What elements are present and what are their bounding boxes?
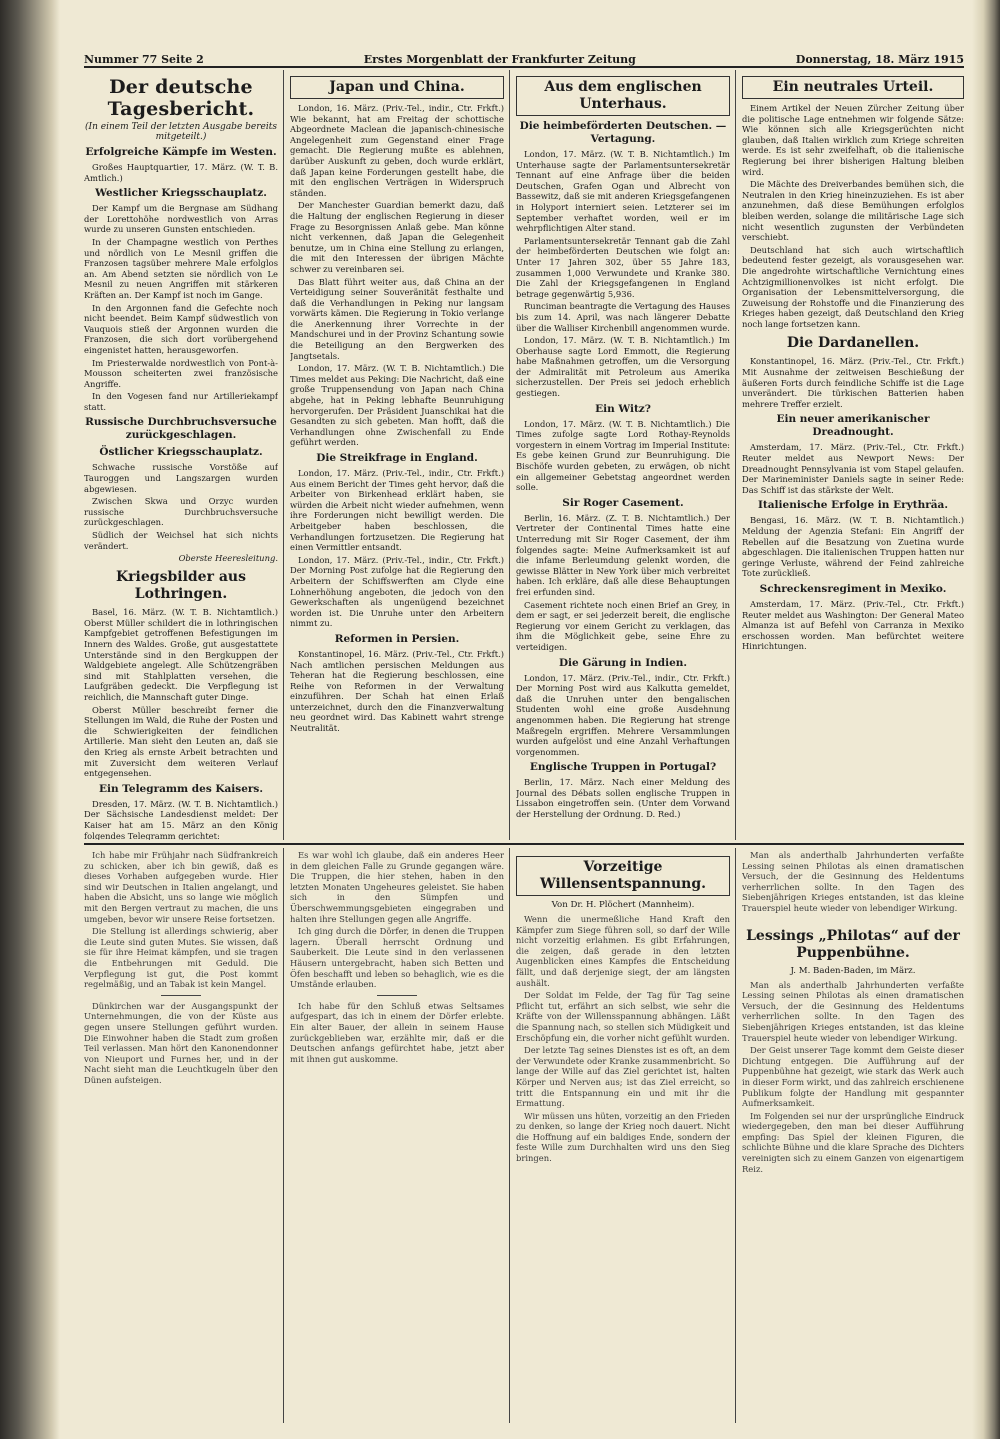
- paragraph: Dresden, 17. März. (W. T. B. Nichtamtlich.) Der Sächsische Landesdienst meldet: Der Kaiser hat am 15. März an den König folgendes Telegramm gerichtet:: [84, 798, 278, 840]
- paragraph: Das Blatt führt weiter aus, daß China an der Verteidigung seiner Souveränität festhalte und daß die Verhandlungen in Peking nur langsam vorwärts kämen. Die Regierung in Tokio verlange die Anerkennung ihrer Vorrechte in der Mandschurei und in der Provinz Schantung sowie die Beteiligung an den Bergwerken des Jangtsetals.: [290, 276, 504, 361]
- column-1: [84, 70, 278, 840]
- subheading: Erfolgreiche Kämpfe im Westen.: [85, 146, 277, 158]
- paragraph: London, 16. März. (Priv.-Tel., indir., Ctr. Frkft.) Wie bekannt, hat am Freitag der schottische Abgeordnete Maclean die japanisch-chinesische Angelegenheit zum Gegenstand einer Frage gemacht. Die Regierung mußte es ablehnen, darüber Auskunft zu geben, doch wurde erklärt, daß Japan keine Forderungen gestellt habe, die mit den englischen Verträgen in Widerspruch ständen.: [290, 103, 504, 198]
- paragraph: Die Mächte des Dreiverbandes bemühen sich, die Neutralen in den Krieg hineinzuziehen. Es ist aber anzunehmen, daß diese Bemühungen erfolglos bleiben werden, solange die militärische Lage sich nicht wesentlich zugunsten der Verbündeten verschiebt.: [742, 179, 964, 243]
- paragraph: Zwischen Skwa und Orzyc wurden russische Durchbruchsversuche zurückgeschlagen.: [84, 496, 278, 528]
- column-rule: [735, 848, 736, 1423]
- header-masthead: Erstes Morgenblatt der Frankfurter Zeitung: [363, 53, 636, 66]
- subheading: Die heimbeförderten Deutschen. — Vertagung.: [519, 120, 727, 145]
- signature: Oberste Heeresleitung.: [178, 553, 278, 564]
- page-edge: [972, 0, 1000, 1439]
- paragraph: London, 17. März. (W. T. B. Nichtamtlich.) Im Unterhause sagte der Parlamentsuntersekretär Tennant auf eine Anfrage über die beiden Deutschen, Grafen Ogan und Albrecht von Bassewitz, daß sie mit anderen Kriegsgefangenen in Holyport interniert seien. Letzterer sei im September verhaftet worden, weil er im wehrpflichtigen Alter stand.: [516, 149, 730, 234]
- article-note: (In einem Teil der letzten Ausgabe bereits mitgeteilt.): [85, 122, 277, 142]
- section-rule: [84, 843, 964, 845]
- paragraph: Basel, 16. März. (W. T. B. Nichtamtlich.) Oberst Müller schildert die in lothringischen Kampfgebiet getroffenen Befestigungen im Innern des Waldes. Große, gut ausgestattete Unterstände sind in den Bergkuppen der Waldgebiete angelegt. Alle Schützengräben sind mit Stahlplatten versehen, die Laufgräben gedeckt. Die Verpflegung ist reichlich, die Mannschaft guter Dinge.: [84, 607, 278, 702]
- paragraph: Amsterdam, 17. März. (Priv.-Tel., Ctr. Frkft.) Reuter meldet aus Newport News: Der Dreadnought Pennsylvania ist vom Stapel gelaufen. Der Marineminister Daniels sagte in seiner Rede: Das Schiff ist das stärkste der Welt.: [742, 442, 964, 495]
- subheading: Englische Truppen in Portugal?: [529, 761, 717, 774]
- paragraph: Im Folgenden sei nur der ursprüngliche Eindruck wiedergegeben, den man bei dieser Aufführung empfing: Das Spiel der kleinen Figuren, die schlichte Bühne und die klare Sprache des Dichters vereinigten sich zu einem Ganzen von eigenartigem Reiz.: [742, 1110, 964, 1174]
- subheading: Östlicher Kriegsschauplatz.: [99, 446, 263, 459]
- dateline: Großes Hauptquartier, 17. März. (W. T. B. Amtlich.): [84, 162, 278, 183]
- paragraph: Südlich der Weichsel hat sich nichts verändert.: [84, 530, 278, 551]
- paragraph: Einem Artikel der Neuen Zürcher Zeitung über die politische Lage entnehmen wir folgende Sätze: Wie können sich alle Kriegsgerüchten nicht glauben, daß Italien wirklich zum Kriege schreiten werde. Es ist sehr zweifelhaft, ob die italienische Regierung bei ihrer bisherigen Haltung bleiben wird.: [742, 103, 964, 177]
- paragraph: Man als anderthalb Jahrhunderten verfaßte Lessing seinen Philotas als einen dramatischen Versuch, der die Gesinnung des Heldentums verherrlichen sollte. In den Tagen des Siebenjährigen Krieges entstanden, ist das kleine Trauerspiel heute wieder von lebendiger Wirkung.: [742, 850, 964, 913]
- paragraph: In den Argonnen fand die Gefechte noch nicht beendet. Beim Kampf südwestlich von Vauquois stieß der Argonnen wurden die Franzosen, die sich dort vorübergehend eingenistet hatten, herausgeworfen.: [84, 302, 278, 355]
- subheading: Ein Witz?: [595, 402, 651, 415]
- article-title: Lessings „Philotas“ auf der Puppenbühne.: [746, 927, 960, 961]
- article-title: Ein neutrales Urteil.: [742, 76, 964, 99]
- column-rule: [283, 848, 284, 1423]
- paragraph: Ich habe mir Frühjahr nach Südfrankreich zu schicken, aber ich bin gewiß, daß es dieses Vorhaben aufgegeben wurde. Hier sind wir Deutschen in Italien angelangt, und haben die Absicht, uns so lange wie möglich mit den Bergen vertraut zu machen, die uns umgeben, bevor wir unsere Reise fortsetzen.: [84, 850, 278, 924]
- book-binding: [0, 0, 60, 1439]
- article-title: Aus dem englischen Unterhaus.: [516, 76, 730, 116]
- paragraph: Dünkirchen war der Ausgangspunkt der Unternehmungen, die von der Küste aus gegen unsere Stellungen geführt wurden. Die Einwohner haben die Stadt zum großen Teil verlassen. Man hört den Kanonendonner von Nieuport und Furnes her, und in der Nacht sieht man die Leuchtkugeln über den Dünen aufsteigen.: [84, 1000, 278, 1085]
- subheading: Sir Roger Casement.: [562, 496, 684, 509]
- paragraph: Der Manchester Guardian bemerkt dazu, daß die Haltung der englischen Regierung in dieser Frage zu Besorgnissen Anlaß gebe. Man könne nicht verkennen, daß Japan die Gelegenheit benutze, um in China eine Stellung zu erlangen, die mit den Interessen der übrigen Mächte schwer zu vereinbaren sei.: [290, 200, 504, 274]
- subheading: Die Streikfrage in England.: [316, 452, 478, 464]
- paragraph: Konstantinopel, 16. März. (Priv.-Tel., Ctr. Frkft.) Mit Ausnahme der zeitweisen Beschießung der äußeren Forts durch feindliche Schiffe ist die Lage unverändert. Die türkischen Batterien haben mehrere Treffer erzielt.: [742, 356, 964, 409]
- article-title: Japan und China.: [290, 76, 504, 99]
- feuilleton-column-2: [290, 850, 504, 1420]
- header-issue: Nummer 77 Seite 2: [84, 53, 204, 66]
- column-4: [742, 70, 964, 840]
- paragraph: Schwache russische Vorstöße auf Tauroggen und Langszargen wurden abgewiesen.: [84, 462, 278, 494]
- article-title: Vorzeitige Willensentspannung.: [516, 856, 730, 896]
- page-header: [84, 44, 964, 68]
- paragraph: Wir müssen uns hüten, vorzeitig an den Frieden zu denken, so lange der Krieg noch dauert. Nicht die Hoffnung auf ein baldiges Ende, sondern der feste Wille zum Durchhalten wird uns den Sieg bringen.: [516, 1110, 730, 1164]
- header-date: Donnerstag, 18. März 1915: [795, 53, 964, 66]
- paragraph: Berlin, 16. März. (Z. T. B. Nichtamtlich.) Der Vertreter der Continental Times hatte eine Unterredung mit Sir Roger Casement, der ihm folgendes sagte: Meine Aufmerksamkeit ist auf die infame Berleumdung gelenkt worden, die gewisse Blätter in New York über mich verbreitet haben. Ich erkläre, daß alle diese Behauptungen frei erfunden sind.: [516, 512, 730, 597]
- column-rule: [509, 70, 510, 840]
- paragraph: London, 17. März. (W. T. B. Nichtamtlich.) Die Times zufolge sagte Lord Rothay-Reynolds vorgestern in einem Vortrag im Imperial Institute: Es gebe keinen Grund zur Beunruhigung. Die Bischöfe wurden gebeten, zu erwägen, ob nicht ein allgemeiner Gebetstag angeordnet werden solle.: [516, 418, 730, 493]
- divider: [161, 995, 201, 996]
- paragraph: Berlin, 17. März. Nach einer Meldung des Journal des Débats sollen englische Truppen in Lissabon eingetroffen sein. (Unter dem Vorwand der Herstellung der Ordnung. D. Red.): [516, 777, 730, 820]
- paragraph: Oberst Müller beschreibt ferner die Stellungen im Wald, die Ruhe der Posten und die Schwierigkeiten der feindlichen Artillerie. Man sieht den Leuten an, daß sie den Krieg als ernste Arbeit betrachten und mit Zuversicht dem weiteren Verlauf entgegensehen.: [84, 704, 278, 779]
- paragraph: Bengasi, 16. März. (W. T. B. Nichtamtlich.) Meldung der Agenzia Stefani: Ein Angriff der Rebellen auf die Besatzung von Zuetina wurde abgeschlagen. Die italienischen Truppen hatten nur geringe Verluste, während der Feind zahlreiche Tote zurückließ.: [742, 515, 964, 579]
- byline: Von Dr. H. Plöchert (Mannheim).: [551, 900, 695, 910]
- subheading: Schreckensregiment in Mexiko.: [759, 582, 947, 595]
- paragraph: Der letzte Tag seines Dienstes ist es oft, an dem der Verwundete oder Kranke zusammenbricht. So lange der Wille auf das Ziel gerichtet ist, halten Körper und Nerven aus; ist das Ziel erreicht, so tritt die Entspannung ein und mit ihr die Ermattung.: [516, 1045, 730, 1109]
- feuilleton-column-4: [742, 850, 964, 1420]
- column-rule: [735, 70, 736, 840]
- byline: J. M. Baden-Baden, im März.: [790, 965, 916, 976]
- subheading: Die Gärung in Indien.: [558, 656, 688, 669]
- paragraph: Der Geist unserer Tage kommt dem Geiste dieser Dichtung entgegen. Die Aufführung auf der Puppenbühne hat gezeigt, wie stark das Werk auch in dieser Form wirkt, und das zahlreich erschienene Publikum folgte der Handlung mit gespannter Aufmerksamkeit.: [742, 1045, 964, 1109]
- column-2: [290, 70, 504, 840]
- paragraph: Man als anderthalb Jahrhunderten verfaßte Lessing seinen Philotas als einen dramatischen Versuch, der die Gesinnung des Heldentums verherrlichen sollte. In den Tagen des Siebenjährigen Krieges entstanden, ist das kleine Trauerspiel heute wieder von lebendiger Wirkung.: [742, 979, 964, 1043]
- paragraph: Parlamentsuntersekretär Tennant gab die Zahl der heimbeförderten Deutschen wie folgt an: Unter 17 Jahren 302, über 55 Jahre 183, zusammen 1,000 Verwundete und Kranke 380. Die Zahl der Kriegsgefangenen in England betrage gegenwärtig 5,936.: [516, 235, 730, 299]
- paragraph: Amsterdam, 17. März. (Priv.-Tel., Ctr. Frkft.) Reuter meldet aus Washington: Der General Mateo Almanza ist auf Befehl von Carranza in Mexiko erschossen worden. Man befürchtet weitere Hinrichtungen.: [742, 598, 964, 652]
- paragraph: Die Stellung ist allerdings schwierig, aber die Leute sind guten Mutes. Sie wissen, daß sie für ihre Heimat kämpfen, und sie tragen die Entbehrungen mit Geduld. Die Verpflegung ist gut, die Post kommt regelmäßig, und an Tabak ist kein Mangel.: [84, 926, 278, 990]
- column-rule: [509, 848, 510, 1423]
- article-title: Der deutsche Tagesbericht.: [107, 76, 255, 120]
- subheading: Westlicher Kriegsschauplatz.: [95, 187, 267, 200]
- paragraph: London, 17. März. (Priv.-Tel., indir., Ctr. Frkft.) Aus einem Bericht der Times geht hervor, daß die Arbeiter von Birkenhead erklärt haben, sie würden die Arbeit nicht wieder aufnehmen, wenn ihre Forderungen nicht bewilligt werden. Die Arbeitgeber haben beschlossen, die Verhandlungen fortzusetzen. Die Regierung hat einen Vermittler entsandt.: [290, 468, 504, 553]
- paragraph: Im Priesterwalde nordwestlich von Pont-à-Mousson scheiterten zwei französische Angriffe.: [84, 357, 278, 389]
- divider: [377, 995, 417, 996]
- column-3: [516, 70, 730, 840]
- paragraph: In der Champagne westlich von Perthes und nördlich von Le Mesnil griffen die Franzosen tagsüber mehrere Male erfolglos an. Am Abend setzten sie nördlich von Le Mesnil zu neuen Angriffen mit stärkeren Kräften an. Der Kampf ist noch im Gange.: [84, 236, 278, 300]
- paragraph: Der Soldat im Felde, der Tag für Tag seine Pflicht tut, erfährt an sich selbst, wie sehr die Kräfte von der Willensspannung abhängen. Läßt die Spannung nach, so stellen sich Müdigkeit und Erschöpfung ein, die vorher nicht gefühlt wurden.: [516, 990, 730, 1043]
- article-title: Kriegsbilder aus Lothringen.: [116, 569, 246, 603]
- paragraph: London, 17. März. (W. T. B. Nichtamtlich.) Die Times meldet aus Peking: Die Nachricht, daß eine große Truppensendung von Japan nach China abgehe, hat in Peking lebhafte Beunruhigung hervorgerufen. Der Präsident Juanschikai hat die Gesandten zu sich gebeten. Man hofft, daß die Verhandlungen ohne Zwischenfall zu Ende geführt werden.: [290, 363, 504, 448]
- paragraph: London, 17. März. (W. T. B. Nichtamtlich.) Im Oberhause sagte Lord Emmott, die Regierung habe Maßnahmen getroffen, um die Versorgung der Admiralität mit Petroleum aus Amerika sicherzustellen. Der Preis sei jedoch erheblich gestiegen.: [516, 335, 730, 399]
- paragraph: Ich ging durch die Dörfer, in denen die Truppen lagern. Überall herrscht Ordnung und Sauberkeit. Die Leute sind in den verlassenen Häusern untergebracht, haben sich Betten und Öfen beschafft und leben so behaglich, wie es die Umstände erlauben.: [290, 926, 504, 990]
- subheading: Italienische Erfolge in Erythräa.: [757, 499, 949, 512]
- subheading: Reformen in Persien.: [334, 632, 460, 645]
- subheading: Ein Telegramm des Kaisers.: [99, 782, 263, 795]
- paragraph: London, 17. März. (Priv.-Tel., indir., Ctr. Frkft.) Der Morning Post wird aus Kalkutta gemeldet, daß die Unruhen unter den bengalischen Studenten wohl eine große Ausdehnung angenommen haben. Die Regierung hat strenge Maßregeln ergriffen. Mehrere Versammlungen wurden aufgelöst und eine Anzahl Verhaftungen vorgenommen.: [516, 672, 730, 757]
- paragraph: Casement richtete noch einen Brief an Grey, in dem er sagt, er sei jederzeit bereit, die englische Regierung vor einem Gericht zu verklagen, das ihm die Möglichkeit gebe, seine Ehre zu verteidigen.: [516, 599, 730, 652]
- feuilleton-column-3: [516, 850, 730, 1420]
- paragraph: Deutschland hat sich auch wirtschaftlich bedeutend fester gezeigt, als vorausgesehen war. Die angedrohte wirtschaftliche Vernichtung eines Achtzigmillionenvolkes ist nicht erfolgt. Die Organisation der Lebensmittelversorgung, die Zuweisung der Rohstoffe und die Finanzierung des Krieges haben gezeigt, daß Deutschland den Krieg noch lange fortsetzen kann.: [742, 244, 964, 329]
- paragraph: Konstantinopel, 16. März. (Priv.-Tel., Ctr. Frkft.) Nach amtlichen persischen Meldungen aus Teheran hat die Regierung beschlossen, eine Reihe von Reformen in der Verwaltung einzuführen. Der Schah hat einen Erlaß unterzeichnet, durch den die Finanzverwaltung neu geordnet wird. Das Kabinett wahrt strenge Neutralität.: [290, 648, 504, 734]
- paragraph: Es war wohl ich glaube, daß ein anderes Heer in dem gleichen Falle zu Grunde gegangen wäre. Die Truppen, die hier stehen, haben in den letzten Monaten Ungeheures geleistet. Sie haben sich in den Sümpfen und Überschwemmungsgebieten eingegraben und halten ihre Stellungen gegen alle Angriffe.: [290, 850, 504, 924]
- paragraph: Wenn die unermeßliche Hand Kraft den Kämpfer zum Siege führen soll, so darf der Wille nicht vorzeitig erlahmen. Es gibt Erfahrungen, die zeigen, daß gerade in den letzten Augenblicken eines Kampfes die Entscheidung fällt, und daß derjenige siegt, der am längsten aushält.: [516, 914, 730, 988]
- article-title: Die Dardanellen.: [786, 335, 920, 352]
- subheading: Ein neuer amerikanischer Dreadnought.: [776, 413, 930, 439]
- column-rule: [283, 70, 284, 840]
- paragraph: London, 17. März. (Priv.-Tel., indir., Ctr. Frkft.) Der Morning Post zufolge hat die Regierung den Arbeitern der Schiffswerften am Clyde eine Lohnerhöhung angeboten, die jedoch von den Gewerkschaften als ungenügend bezeichnet worden ist. Die Unruhe unter den Arbeitern nimmt zu.: [290, 554, 504, 629]
- paragraph: Der Kampf um die Bergnase am Südhang der Lorettohöhe nordwestlich von Arras wurde zu unseren Gunsten entschieden.: [84, 203, 278, 235]
- subheading: Russische Durchbruchsversuche zurückgeschlagen.: [85, 416, 277, 442]
- paragraph: Runciman beantragte die Vertagung des Hauses bis zum 14. April, was nach längerer Debatte über die Walliser Kirchenbill angenommen wurde.: [516, 301, 730, 333]
- paragraph: In den Vogesen fand nur Artilleriekampf statt.: [84, 391, 278, 412]
- feuilleton-column-1: [84, 850, 278, 1420]
- paragraph: Ich habe für den Schluß etwas Seltsames aufgespart, das ich in einem der Dörfer erlebte. Ein alter Bauer, der allein in seinem Hause zurückgeblieben war, erzählte mir, daß er die Deutschen anfangs gefürchtet habe, jetzt aber mit ihnen gut auskomme.: [290, 1000, 504, 1064]
